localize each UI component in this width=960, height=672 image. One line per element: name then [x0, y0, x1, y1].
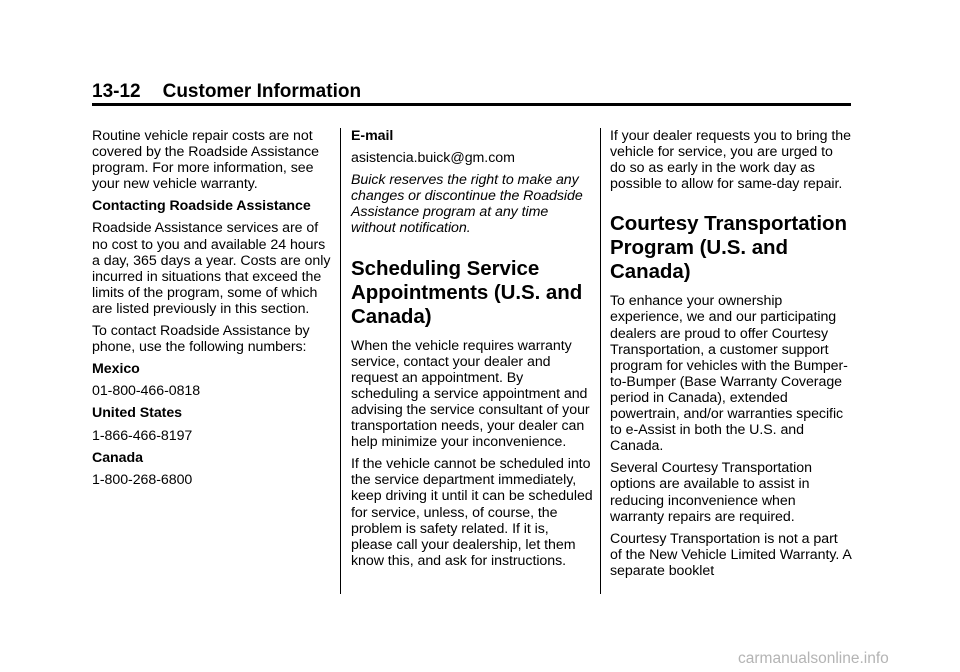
subheading-contacting: Contacting Roadside Assistance: [92, 198, 311, 215]
notice-text: Buick reserves the right to make any changes or discontinue the Roadside Assistance program at any time without notification.: [351, 172, 583, 237]
label-mexico: Mexico: [92, 361, 140, 378]
paragraph: Courtesy Transportation is not a part of the New Vehicle Limited Warranty. A separate booklet: [610, 530, 851, 579]
column-left: [92, 128, 334, 494]
heading-courtesy-transportation: Courtesy Transportation Program (U.S. and Canada): [610, 212, 847, 284]
label-canada: Canada: [92, 449, 143, 466]
phone-mexico: 01-800-466-0818: [92, 383, 201, 400]
column-middle: [351, 128, 593, 575]
column-divider: [600, 128, 601, 594]
paragraph: When the vehicle requires warranty service, contact your dealer and request an appointment. By scheduling a service appointment and advising the service consultant of your transportation needs, your dealer can help minimize your inconvenience.: [351, 337, 590, 451]
label-email: E-mail: [351, 128, 394, 144]
paragraph: Roadside Assistance services are of no cost to you and available 24 hours a day, 365 days a year. Costs are only incurred in situations that exceed the limits of the program, some of which are listed previously in this section.: [92, 220, 331, 317]
section-title: Customer Information: [162, 81, 362, 102]
paragraph: If your dealer requests you to bring the vehicle for service, you are urged to do so as early in the work day as possible to allow for same-day repair.: [610, 128, 851, 193]
phone-united-states: 1-866-466-8197: [92, 427, 193, 444]
page-header: [92, 80, 361, 104]
heading-scheduling: Scheduling Service Appointments (U.S. and Canada): [351, 256, 583, 328]
watermark: carmanualsonline.info: [738, 650, 889, 667]
paragraph: Routine vehicle repair costs are not covered by the Roadside Assistance program. For more information, see your new vehicle warranty.: [92, 128, 320, 193]
paragraph: To enhance your ownership experience, we and our participating dealers are proud to offer Courtesy Transportation, a customer support program for vehicles with the Bumper-to-Bumper (Base Warranty Coverage period in Canada), extended powertrain, and/or warranties specific to e-Assist in both the U.S. and Canada.: [610, 293, 848, 455]
page-number: 13-12: [92, 81, 141, 102]
email-address: asistencia.buick@gm.com: [351, 150, 515, 167]
paragraph: If the vehicle cannot be scheduled into the service department immediately, keep driving it until it can be scheduled for service, unless, of course, the problem is safety related. If it is, please call your dealership, let them know this, and ask for instructions.: [351, 456, 593, 569]
header-rule: [92, 103, 851, 106]
column-divider: [340, 128, 341, 594]
paragraph: To contact Roadside Assistance by phone, use the following numbers:: [92, 323, 310, 356]
paragraph: Several Courtesy Transportation options are available to assist in reducing inconvenience when warranty repairs are required.: [610, 460, 812, 525]
column-right: [610, 128, 852, 585]
label-united-states: United States: [92, 405, 183, 422]
phone-canada: 1-800-268-6800: [92, 471, 193, 488]
